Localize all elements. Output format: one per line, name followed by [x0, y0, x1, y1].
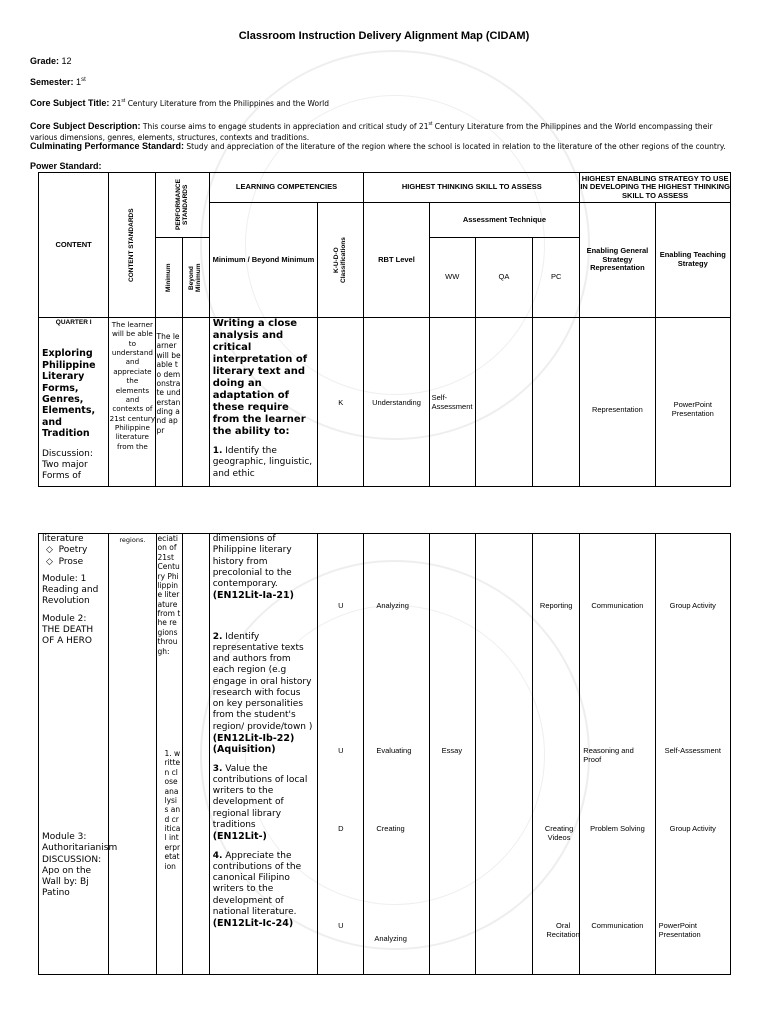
power-standard-line: Power Standard: — [30, 161, 102, 171]
ww-essay: Essay — [441, 746, 463, 755]
ets-2: Self-Assessment — [664, 746, 721, 755]
core-title-line: Core Subject Title: 21st Century Literature from the Philippines and the World — [30, 98, 330, 108]
rbt-3: Creating — [376, 824, 405, 833]
competency-3: 3. Value the contributions of local writers to the development of regional library traditions — [212, 763, 308, 830]
module-1: Module: 1 Reading and Revolution — [42, 573, 99, 607]
core-description-line: Core Subject Description: This course aims to engage students in appreciation and critical study of 21st Century Literature from the Philippines and the World encompassing their various dimensions, genres, elements, structures, contexts and traditions. — [30, 121, 713, 142]
egs-4: Communication — [591, 921, 644, 930]
bullet-poetry: ◇ Poetry — [46, 545, 88, 556]
ets-4: PowerPoint Presentation — [658, 921, 701, 939]
row2-pc — [533, 534, 580, 975]
row1-performance-beyond — [182, 318, 209, 487]
unit-topic: Exploring Philippine Literary Forms, Genres, Elements, and Tradition — [42, 348, 96, 440]
competency-intro: Writing a close analysis and critical interpretation of literary text and doing an adaptation of these require from the learner the ability to: — [212, 318, 308, 437]
egs-2: Reasoning and Proof — [583, 746, 634, 764]
egs-1: Communication — [591, 601, 644, 610]
header-min-beyond: Minimum / Beyond Minimum — [209, 203, 317, 318]
cidam-table-part1 — [38, 172, 731, 487]
row2-performance-beyond — [182, 534, 209, 975]
competency-3-code: (EN12Lit-) — [212, 831, 267, 843]
row2-content-cell — [39, 534, 118, 975]
header-minimum: Minimum — [156, 238, 182, 318]
rbt-4: Analyzing — [374, 934, 407, 943]
egs-3: Problem Solving — [590, 824, 645, 833]
quarter-label: QUARTER I — [55, 319, 92, 326]
row1-content-cell — [39, 318, 109, 487]
competency-4-code: (EN12Lit-Ic-24) — [212, 918, 294, 930]
rbt-2: Evaluating — [376, 746, 412, 755]
header-kudo: K-U-D-O Classifications — [318, 203, 364, 318]
header-learning-competencies: LEARNING COMPETENCIES — [209, 173, 364, 203]
header-beyond-minimum: Beyond Minimum — [182, 238, 209, 318]
row1-learning-competency — [209, 318, 317, 487]
discussion-text: Discussion: Two major Forms of — [42, 448, 93, 482]
row1-performance-minimum: The learner will be able to demonstrate understanding and appr — [156, 318, 182, 487]
culminating-standard-line: Culminating Performance Standard: Study and appreciation of the literature of the region where the school is located in relation to the literature of the other regions of the country. — [30, 141, 726, 151]
row1-egs: Representation — [580, 318, 655, 487]
page-title: Classroom Instruction Delivery Alignment Map (CIDAM) — [238, 30, 530, 42]
kudo-3: D — [338, 824, 344, 833]
header-highest-thinking-skill: HIGHEST THINKING SKILL TO ASSESS — [364, 173, 580, 203]
row2-ets — [655, 534, 730, 975]
row1-content-standard: The learner will be able to understand and appreciate the elements and contexts of 21st century Philippine literature from the — [109, 318, 156, 487]
competency-2-code: (EN12Lit-Ib-22) (Aquisition) — [212, 732, 295, 756]
row1-pc — [533, 318, 580, 487]
row1-rbt: Understanding — [364, 318, 429, 487]
header-rbt-level: RBT Level — [364, 203, 429, 318]
row2-learning-competency — [209, 534, 317, 975]
competency-4: 4. Appreciate the contributions of the canonical Filipino writers to the development of national literature. — [212, 850, 302, 917]
module-2: Module 2: THE DEATH OF A HERO — [42, 613, 94, 646]
ets-3: Group Activity — [669, 824, 716, 833]
header-assessment-technique: Assessment Technique — [429, 203, 580, 238]
kudo-2: U — [338, 746, 344, 755]
row2-egs — [580, 534, 655, 975]
row1-kudo: K — [318, 318, 364, 487]
header-enabling-teaching-strategy: Enabling Teaching Strategy — [655, 203, 730, 318]
content-literature: literature — [42, 534, 84, 544]
competency-1-code: (EN12Lit-Ia-21) — [212, 590, 294, 602]
row1-ets: PowerPoint Presentation — [655, 318, 730, 487]
row2-ww — [429, 534, 475, 975]
pc-reporting: Reporting — [539, 601, 573, 610]
row2-kudo — [318, 534, 364, 975]
row2-rbt — [364, 534, 429, 975]
kudo-4: U — [338, 921, 344, 930]
bullet-prose: ◇ Prose — [46, 556, 84, 567]
competency-1-continued: dimensions of Philippine literary history from precolonial to the contemporary. — [212, 534, 292, 589]
row1-qa — [475, 318, 532, 487]
row2-qa — [475, 534, 532, 975]
kudo-1: U — [338, 601, 344, 610]
grade-line: Grade: 12 — [30, 56, 72, 66]
header-highest-enabling-strategy: HIGHEST ENABLING STRATEGY TO USE IN DEVELOPING THE HIGHEST THINKING SKILL TO ASSESS — [580, 173, 731, 203]
header-enabling-general-strategy: Enabling General Strategy Representation — [580, 203, 655, 318]
header-qa: QA — [475, 238, 532, 318]
pc-oral-recitation: Oral Recitation — [546, 921, 580, 939]
header-ww: WW — [429, 238, 475, 318]
semester-line: Semester: 1st — [30, 77, 86, 87]
row1-ww: Self-Assessment — [429, 318, 475, 487]
cidam-table-part2 — [38, 533, 731, 975]
pc-creating-videos: Creating Videos — [544, 824, 574, 842]
competency-2: 2. Identify representative texts and authors from each region (e.g engage in oral history research with focus on key personalities from the student's region/ provide/town ) — [212, 631, 313, 732]
header-performance-standards: PERFORMANCE STANDARDS — [156, 173, 209, 238]
module-3: Module 3: Authoritarianism DISCUSSION: Apo on the Wall by: Bj Patino — [42, 832, 118, 899]
competency-1: 1. Identify the geographic, linguistic, and ethic — [212, 446, 313, 479]
rbt-1: Analyzing — [376, 601, 409, 610]
row2-content-standard: regions. — [109, 534, 156, 975]
performance-item-1: 1. written close analysis and critical interpretation — [164, 749, 181, 871]
header-content: CONTENT — [39, 173, 109, 318]
row2-performance-minimum: eciation of 21st Century Philippine literature from the regions through: 1. written close analysis and critical interpretation — [156, 534, 182, 975]
header-pc: PC — [533, 238, 580, 318]
header-content-standards: CONTENT STANDARDS — [109, 173, 156, 318]
ets-1: Group Activity — [669, 601, 716, 610]
